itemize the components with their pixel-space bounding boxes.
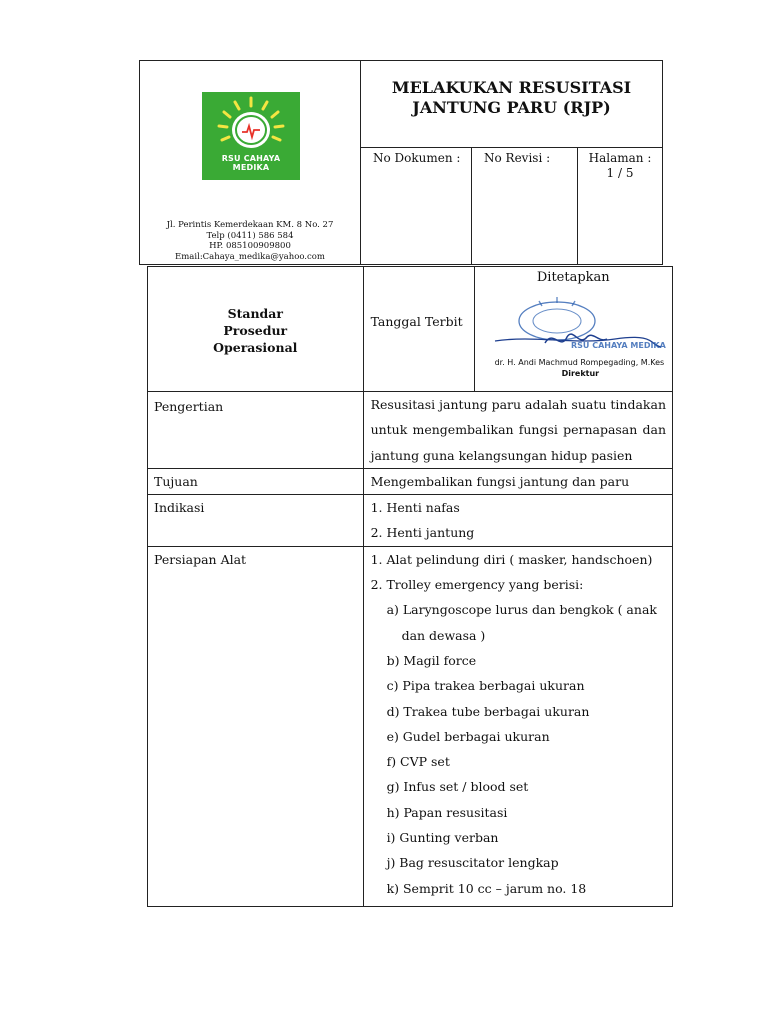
indikasi-list-cell — [363, 495, 672, 547]
signature-area — [475, 285, 672, 378]
indikasi-label-cell — [148, 495, 364, 547]
list-item: i) Gunting verban — [386, 830, 499, 846]
halaman-label: Halaman : — [588, 151, 652, 165]
tujuan-label: Tujuan — [154, 473, 198, 489]
director-name: dr. H. Andi Machmud Rompegading, M.Kes — [494, 358, 665, 367]
list-item: b) Magil force — [386, 652, 477, 668]
list-item: h) Papan resusitasi — [386, 804, 508, 820]
address-line: Jl. Perintis Kemerdekaan KM. 8 No. 27 — [166, 220, 334, 230]
sop-label-cell — [148, 267, 364, 392]
mobile-line: HP. 085100909800 — [209, 241, 291, 251]
sop-table — [147, 266, 673, 907]
list-item: 1. Henti nafas — [370, 500, 460, 516]
persiapan-label-cell — [148, 546, 364, 906]
halaman-cell — [578, 148, 663, 265]
list-item: a) Laryngoscope lurus dan bengkok ( anak — [386, 602, 657, 618]
logo-cell — [140, 61, 361, 265]
ditetapkan-cell — [474, 267, 672, 392]
no-dokumen-label: No Dokumen : — [373, 151, 461, 165]
pengertian-label-cell — [148, 392, 364, 469]
list-item: g) Infus set / blood set — [386, 779, 529, 795]
director-title: Direktur — [561, 369, 600, 378]
list-item: e) Gudel berbagai ukuran — [386, 728, 550, 744]
list-item: 2. Trolley emergency yang berisi: — [370, 577, 584, 593]
tanggal-terbit-cell — [363, 267, 474, 392]
header-table — [139, 60, 663, 265]
pengertian-label: Pengertian — [154, 399, 224, 414]
logo-text: RSU CAHAYA MEDIKA — [221, 154, 281, 172]
sop-label-3: Operasional — [213, 340, 298, 355]
address-block — [140, 220, 360, 262]
no-revisi-cell — [472, 148, 578, 265]
list-item: dan dewasa ) — [401, 627, 486, 643]
persiapan-label: Persiapan Alat — [154, 551, 247, 567]
stamp-signature-icon — [475, 285, 670, 365]
ditetapkan-label: Ditetapkan — [536, 270, 610, 285]
pengertian-line-1: Resusitasi jantung paru adalah suatu tindakan — [370, 397, 666, 412]
tujuan-label-cell — [148, 468, 364, 494]
phone-line: Telp (0411) 586 584 — [206, 230, 294, 241]
no-revisi-label: No Revisi : — [484, 151, 551, 165]
halaman-value: 1 / 5 — [606, 166, 634, 180]
email-line: Email:Cahaya_medika@yahoo.com — [175, 251, 325, 262]
list-item: 2. Henti jantung — [370, 525, 475, 541]
list-item: j) Bag resuscitator lengkap — [386, 855, 559, 871]
pengertian-line-2: untuk mengembalikan fungsi pernapasan dan — [370, 422, 666, 438]
tanggal-terbit-label: Tanggal Terbit — [370, 314, 463, 329]
list-item: k) Semprit 10 cc – jarum no. 18 — [386, 880, 587, 896]
list-item: d) Trakea tube berbagai ukuran — [386, 703, 590, 719]
document-title — [361, 61, 663, 148]
pengertian-text-cell — [363, 392, 672, 469]
persiapan-list-cell — [363, 546, 672, 906]
sop-label-1: Standar — [227, 306, 283, 321]
tujuan-text: Mengembalikan fungsi jantung dan paru — [370, 473, 630, 489]
stamp-text: RSU CAHAYA MEDIKA — [570, 341, 666, 350]
list-item: f) CVP set — [386, 754, 450, 770]
sop-label-2: Prosedur — [223, 323, 288, 338]
list-item: c) Pipa trakea berbagai ukuran — [386, 678, 585, 694]
list-item: 1. Alat pelindung diri ( masker, handschoen) — [370, 551, 653, 567]
hospital-logo — [202, 92, 300, 180]
pengertian-line-3: jantung guna kelangsungan hidup pasien — [370, 447, 633, 463]
tujuan-text-cell — [363, 468, 672, 494]
title-line-2: JANTUNG PARU (RJP) — [412, 98, 611, 117]
indikasi-label: Indikasi — [154, 500, 205, 516]
title-line-1: MELAKUKAN RESUSITASI — [391, 78, 632, 97]
no-dokumen-cell — [361, 148, 472, 265]
